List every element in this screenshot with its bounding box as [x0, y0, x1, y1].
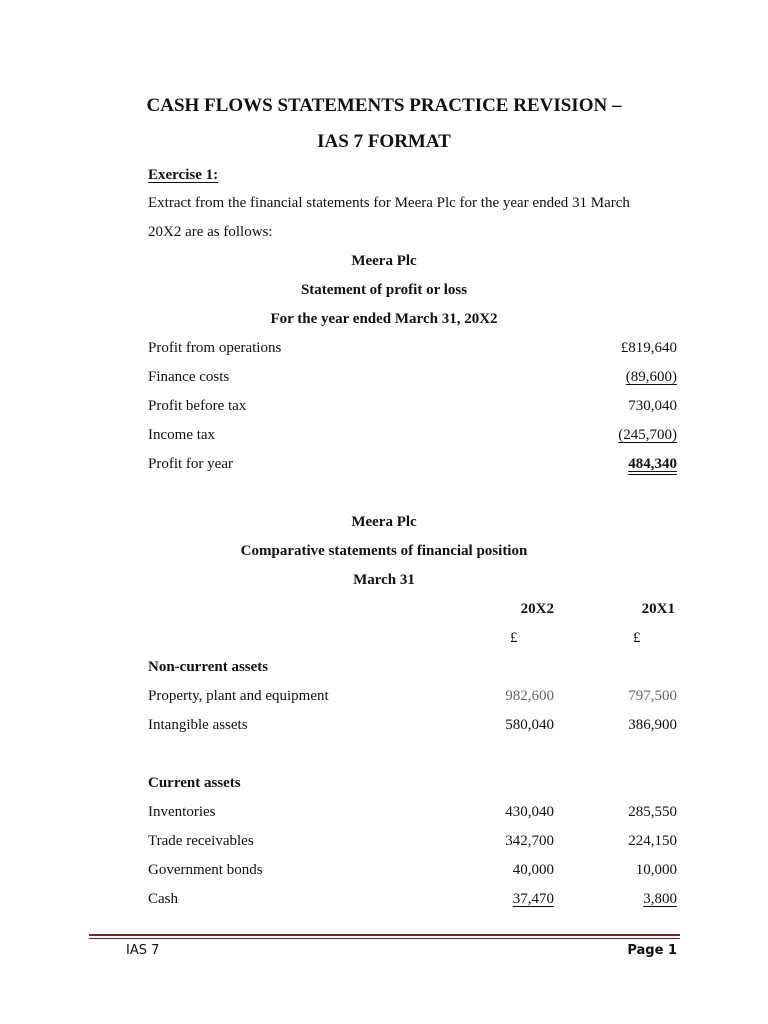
intro-text-line1: Extract from the financial statements for Meera Plc for the year ended 31 March — [148, 195, 630, 211]
sfp-row-label: Intangible assets — [148, 717, 248, 733]
column-header-year: 20X1 — [641, 601, 675, 617]
footer-left-text: IAS 7 — [126, 943, 160, 958]
sfp-row-label: Trade receivables — [148, 833, 254, 849]
exercise-heading: Exercise 1: — [148, 167, 219, 183]
pl-row-value: £819,640 — [620, 340, 677, 356]
sfp-row-value-20x1: 797,500 — [628, 688, 677, 704]
sfp-row-label: Government bonds — [148, 862, 263, 878]
section-heading-noncurrent-assets: Non-current assets — [148, 659, 269, 675]
sfp-row-label: Inventories — [148, 804, 216, 820]
sfp-statement-title: Comparative statements of financial position — [240, 543, 528, 559]
pl-statement-title: Statement of profit or loss — [300, 282, 468, 298]
column-header-year: 20X2 — [520, 601, 554, 617]
pl-row-label: Profit for year — [148, 456, 233, 472]
sfp-row-label: Property, plant and equipment — [148, 688, 329, 704]
pl-row-label: Income tax — [148, 427, 216, 443]
sfp-row-value-20x1: 386,900 — [628, 717, 677, 733]
sfp-row-value-20x2: 342,700 — [505, 833, 554, 849]
pl-company-name: Meera Plc — [351, 253, 417, 269]
footer-rule-thin — [89, 938, 680, 939]
column-unit: £ — [633, 630, 641, 646]
pl-row-value: (245,700) — [618, 427, 677, 443]
pl-row-label: Finance costs — [148, 369, 230, 385]
pl-row-value: 484,340 — [628, 456, 677, 472]
pl-row-value: (89,600) — [625, 369, 677, 385]
footer-rule-thick — [89, 934, 680, 936]
page-number: Page 1 — [627, 943, 677, 958]
sfp-row-value-20x1: 285,550 — [628, 804, 677, 820]
document-title-line1: CASH FLOWS STATEMENTS PRACTICE REVISION – — [146, 95, 622, 116]
sfp-date: March 31 — [353, 572, 415, 588]
sfp-row-value-20x2: 40,000 — [512, 862, 554, 878]
sfp-row-value-20x2: 982,600 — [505, 688, 554, 704]
sfp-company-name: Meera Plc — [351, 514, 417, 530]
sfp-row-value-20x1: 224,150 — [628, 833, 677, 849]
document-title-line2: IAS 7 FORMAT — [317, 131, 451, 152]
pl-row-value: 730,040 — [628, 398, 677, 414]
sfp-row-value-20x1: 10,000 — [635, 862, 677, 878]
intro-text-line2: 20X2 are as follows: — [148, 224, 273, 240]
sfp-row-value-20x1: 3,800 — [643, 891, 677, 907]
section-heading-current-assets: Current assets — [148, 775, 241, 791]
sfp-row-label: Cash — [148, 891, 178, 907]
column-unit: £ — [510, 630, 518, 646]
sfp-row-value-20x2: 430,040 — [505, 804, 554, 820]
pl-row-label: Profit from operations — [148, 340, 282, 356]
pl-period: For the year ended March 31, 20X2 — [270, 311, 498, 327]
pl-row-label: Profit before tax — [148, 398, 247, 414]
sfp-row-value-20x2: 37,470 — [512, 891, 554, 907]
sfp-row-value-20x2: 580,040 — [505, 717, 554, 733]
